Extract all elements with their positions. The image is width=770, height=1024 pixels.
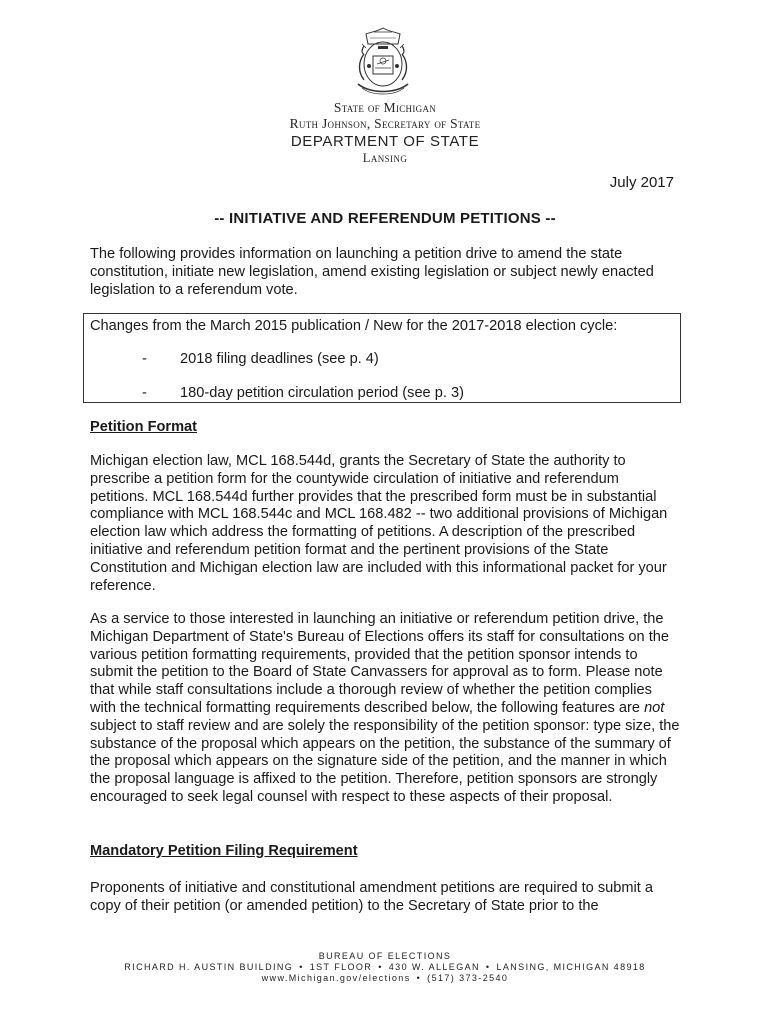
petition-format-paragraph-2 bbox=[90, 611, 680, 807]
mandatory-filing-paragraph: Proponents of initiative and constitutional amendment petitions are required to submit a copy of their petition (or amended petition) to the Secretary of State prior to the bbox=[90, 880, 653, 914]
section-heading-mandatory-filing: Mandatory Petition Filing Requirement bbox=[90, 843, 358, 859]
footer-contact bbox=[0, 973, 770, 984]
petition-format-paragraph-1: Michigan election law, MCL 168.544d, grants the Secretary of State the authority to prescribe a petition form for the countywide circulation of initiative and referendum petitions. MCL 168.544d further provides that the prescribed form must be in substantial compliance with MCL 168.544c and MCL 168.482 -- two additional provisions of Michigan election law which address the formatting of petitions. A description of the prescribed initiative and referendum petition format and the pertinent provisions of the State Constitution and Michigan election law are included with this informational packet for your reference. bbox=[90, 453, 668, 594]
intro-paragraph: The following provides information on launching a petition drive to amend the state constitution, initiate new legislation, amend existing legislation or subject newly enacted legislation to a referendum vote. bbox=[90, 246, 654, 298]
letterhead-department: DEPARTMENT OF STATE bbox=[290, 133, 480, 150]
footer-separator: • bbox=[485, 962, 491, 972]
footer-address-part: LANSING, MICHIGAN 48918 bbox=[496, 962, 646, 972]
document-date: July 2017 bbox=[609, 174, 674, 191]
footer-separator: • bbox=[416, 973, 422, 983]
footer-phone: (517) 373-2540 bbox=[427, 973, 509, 983]
changes-box bbox=[83, 313, 681, 403]
change-bullet: - bbox=[142, 351, 147, 367]
paragraph-text: subject to staff review and are solely the responsibility of the petition sponsor: type size, the substance of the proposal which appears on the petition, the substance of the summary of the proposal which appears on the signature side of the petition, and the manner in which the proposal language is affixed to the petition. Therefore, petition sponsors are strongly encouraged to seek legal counsel with respect to these aspects of their proposal. bbox=[90, 717, 680, 805]
page-footer bbox=[0, 951, 770, 984]
footer-address-part: 1ST FLOOR bbox=[309, 962, 373, 972]
footer-address-part: 430 W. ALLEGAN bbox=[388, 962, 480, 972]
footer-bureau: BUREAU OF ELECTIONS bbox=[318, 951, 452, 961]
emphasis-text: not bbox=[644, 699, 665, 716]
change-bullet: - bbox=[142, 385, 147, 401]
footer-separator: • bbox=[378, 962, 383, 972]
footer-address-part: RICHARD H. AUSTIN BUILDING bbox=[124, 962, 294, 972]
letterhead bbox=[0, 100, 770, 166]
letterhead-city: Lansing bbox=[362, 151, 408, 165]
document-title: -- INITIATIVE AND REFERENDUM PETITIONS -- bbox=[214, 210, 556, 227]
footer-website-link[interactable]: www.Michigan.gov/elections bbox=[261, 973, 411, 983]
footer-address bbox=[0, 962, 770, 973]
paragraph-text: As a service to those interested in launching an initiative or referendum petition drive, the Michigan Department of State's Bureau of Elections offers its staff for consultations on the various petition formatting requirements, provided that the petition sponsor intends to submit the petition to the Board of State Canvassers for approval as to form. Please note that while staff consultations include a thorough review of whether the petition complies with the technical formatting requirements described below, the following features are bbox=[90, 611, 670, 716]
change-text: 2018 filing deadlines (see p. 4) bbox=[180, 351, 379, 367]
letterhead-official: Ruth Johnson, Secretary of State bbox=[289, 116, 481, 131]
footer-separator: • bbox=[299, 962, 304, 972]
change-text: 180-day petition circulation period (see p. 3) bbox=[180, 385, 464, 401]
section-heading-petition-format: Petition Format bbox=[90, 419, 198, 435]
letterhead-state: State of Michigan bbox=[333, 100, 437, 115]
changes-heading: Changes from the March 2015 publication / New for the 2017-2018 election cycle: bbox=[90, 318, 618, 334]
michigan-state-seal-icon bbox=[352, 24, 414, 102]
